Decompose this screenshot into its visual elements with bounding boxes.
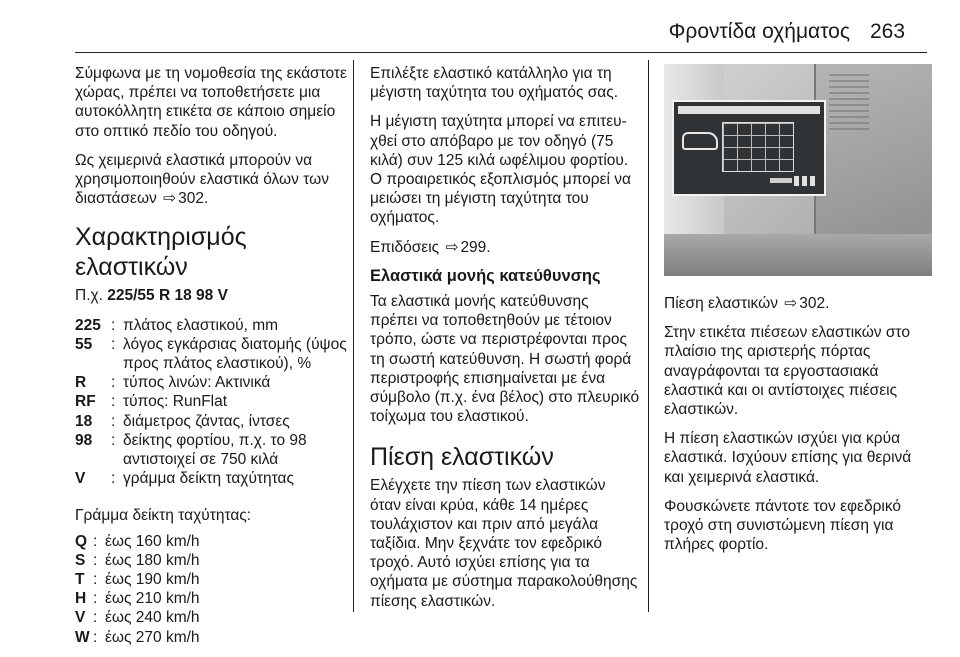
winter-tyres-paragraph <box>75 151 347 209</box>
directional-tyres-paragraph: Τα ελαστικά μονής κατεύθυνσης πρέπει να τοποθετηθούν με τέτοιον τρόπο, ώστε να περιστρέφονται προς τη σωστή κατεύθυνση. Η σωστή φορά περιστροφής επισημαίνεται με ένα σύμβολο (π.χ. ένα βέλος) στο πλευρικό τοίχωμα του ελαστικού. <box>370 293 640 426</box>
winter-tyres-text: Ως χειμερινά ελαστικά μπορούν να χρησιμοποιηθούν ελαστικά όλων των διαστάσεων <box>75 151 329 208</box>
section-title: Φροντίδα οχήματος <box>668 20 850 43</box>
spare-wheel-paragraph: Φουσκώνετε πάντοτε τον εφεδρικό τροχό στη συνιστώμενη πίεση για πλήρες φορτίο. <box>664 497 902 554</box>
tyre-designation-heading: Χαρακτηρισμός ελαστικών <box>75 223 247 282</box>
performance-ref-paragraph <box>370 238 640 257</box>
def-key: RF <box>75 393 96 411</box>
speed-value: έως 180 km/h <box>105 551 200 569</box>
arrow-ref-icon: ⇨ <box>784 295 798 312</box>
label-law-paragraph: Σύμφωνα με τη νομοθεσία της εκάστοτε χώρας, πρέπει να τοποθετήσετε μια αυτοκόλλητη ετικέτα σε κάποιο σημείο στο οπτικό πεδίο του οδηγού. <box>75 65 347 140</box>
def-key: 55 <box>75 335 93 353</box>
speed-key: Q <box>75 532 88 550</box>
def-colon: : <box>111 470 116 488</box>
def-key: 18 <box>75 412 93 430</box>
column-divider-1 <box>353 60 354 612</box>
door-latch <box>829 74 869 134</box>
pressure-label-sticker <box>672 100 826 196</box>
winter-tyres-ref[interactable]: 302. <box>178 190 209 208</box>
car-icon <box>682 132 718 150</box>
speed-colon: : <box>93 590 98 608</box>
speed-colon: : <box>93 571 98 589</box>
speed-colon: : <box>93 532 98 550</box>
door-sill <box>664 234 932 276</box>
speed-key: V <box>75 609 86 627</box>
column-3 <box>664 64 932 564</box>
speed-value: έως 240 km/h <box>105 609 200 627</box>
label-location-paragraph: Στην ετικέτα πιέσεων ελαστικών στο πλαίσιο της αριστερής πόρτας αναγράφονται τα εργοστασιακά ελαστικά και οι αντίστοιχες πιέσεις ελαστικών. <box>664 324 910 419</box>
arrow-ref-icon: ⇨ <box>445 238 459 256</box>
example-code: 225/55 R 18 98 V <box>107 287 228 305</box>
label-header-band <box>678 106 820 114</box>
speed-colon: : <box>93 609 98 627</box>
performance-text: Επιδόσεις <box>370 238 440 256</box>
pressure-ref-paragraph <box>664 294 932 313</box>
pressure-table-graphic <box>722 122 794 172</box>
def-key: R <box>75 374 87 392</box>
speed-key: T <box>75 571 85 589</box>
speed-value: έως 210 km/h <box>105 590 200 608</box>
speed-index-list <box>75 532 347 647</box>
def-colon: : <box>111 316 116 334</box>
def-key: 225 <box>75 316 101 334</box>
def-colon: : <box>111 431 116 449</box>
directional-tyres-heading: Ελαστικά μονής κατεύθυνσης <box>370 266 601 285</box>
tyre-pressure-label-photo <box>664 64 932 276</box>
def-value: πλάτος ελαστικού, mm <box>123 316 279 334</box>
column-2 <box>370 64 640 621</box>
speed-key: W <box>75 628 90 646</box>
label-symbol-icons <box>794 176 818 186</box>
tyre-example <box>75 286 347 305</box>
def-value: λόγος εγκάρσιας διατομής (ύψος προς πλάτος ελαστικού), % <box>123 335 347 373</box>
tyre-definitions <box>75 316 347 489</box>
speed-colon: : <box>93 628 98 646</box>
column-1 <box>75 64 347 657</box>
def-colon: : <box>111 393 116 411</box>
speed-value: έως 190 km/h <box>105 571 200 589</box>
def-colon: : <box>111 412 116 430</box>
tyre-pressure-heading: Πίεση ελαστικών <box>370 443 554 472</box>
def-key: 98 <box>75 431 93 449</box>
speed-colon: : <box>93 551 98 569</box>
page-number: 263 <box>870 20 906 43</box>
def-value: τύπος λινών: Ακτινικά <box>123 374 271 392</box>
max-speed-paragraph: Η μέγιστη ταχύτητα μπορεί να επιτευχθεί στο απόβαρο με τον οδηγό (75 κιλά) συν 125 κιλά ωφέλιμου φορτίου. Ο προαιρετικός εξοπλισμός μπορεί να μειώσει τη μέγιστη ταχύτητα του οχήματος. <box>370 113 631 227</box>
speed-value: έως 160 km/h <box>105 532 200 550</box>
def-value: γράμμα δείκτη ταχύτητας <box>123 470 294 488</box>
speed-key: S <box>75 551 86 569</box>
pressure-ref[interactable]: 302. <box>799 295 830 312</box>
tyre-pressure-paragraph: Ελέγχετε την πίεση των ελαστικών όταν είναι κρύα, κάθε 14 ημέρες τουλάχιστον και πριν από μεγάλα ταξίδια. Μην ξεχνάτε τον εφεδρικό τροχό. Αυτό ισχύει επίσης για τα οχήματα με σύστημα παρακολούθησης πίεσης ελαστικών. <box>370 477 638 610</box>
def-value: διάμετρος ζάντας, ίντσες <box>123 412 290 430</box>
speed-key: H <box>75 590 87 608</box>
column-divider-2 <box>648 60 649 612</box>
arrow-ref-icon: ⇨ <box>163 190 177 208</box>
pressure-ref-text: Πίεση ελαστικών <box>664 295 778 312</box>
example-prefix: Π.χ. <box>75 287 103 305</box>
cold-tyres-paragraph: Η πίεση ελαστικών ισχύει για κρύα ελαστικά. Ισχύουν επίσης για θερινά και χειμερινά ελαστικά. <box>664 430 912 486</box>
speed-choice-paragraph: Επιλέξτε ελαστικό κατάλληλο για τη μέγιστη ταχύτητα του οχήματός σας. <box>370 65 619 102</box>
speed-value: έως 270 km/h <box>105 628 200 646</box>
def-colon: : <box>111 374 116 392</box>
def-value: δείκτης φορτίου, π.χ. το 98 αντιστοιχεί σε 750 κιλά <box>123 431 307 469</box>
def-key: V <box>75 470 86 488</box>
def-value: τύπος: RunFlat <box>123 393 228 411</box>
def-colon: : <box>111 335 116 353</box>
header-divider <box>75 52 927 53</box>
performance-ref[interactable]: 299. <box>460 238 491 256</box>
label-footer-text <box>770 178 792 183</box>
speed-index-intro: Γράμμα δείκτη ταχύτητας: <box>75 507 252 525</box>
